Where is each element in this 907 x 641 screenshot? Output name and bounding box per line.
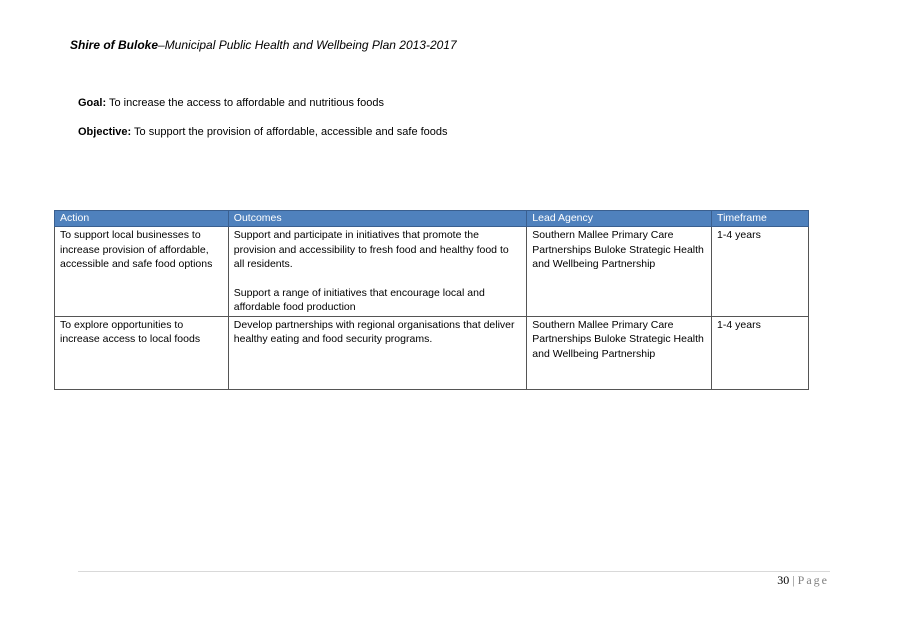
header-outcomes: Outcomes	[228, 211, 527, 227]
footer-divider	[78, 571, 830, 572]
cell-lead-agency: Southern Mallee Primary Care Partnerships Buloke Strategic Health and Wellbeing Partnership	[527, 316, 712, 389]
outcome-text: Support a range of initiatives that encourage local and affordable food production	[233, 286, 485, 313]
header-timeframe: Timeframe	[712, 211, 809, 227]
objective-label: Objective:	[78, 126, 132, 138]
cell-outcomes	[228, 227, 527, 317]
goal-label: Goal:	[78, 97, 107, 109]
cell-timeframe: 1-4 years	[712, 227, 809, 317]
table-row	[55, 316, 809, 389]
header-org: Shire of Buloke	[70, 38, 159, 52]
page-number-value: 30	[777, 573, 790, 587]
cell-action: To explore opportunities to increase access to local foods	[55, 316, 229, 389]
outcome-text: Support and participate in initiatives that promote the provision and accessibility to fresh food and healthy food to all residents.	[233, 229, 509, 270]
cell-lead-agency: Southern Mallee Primary Care Partnerships Buloke Strategic Health and Wellbeing Partnership	[527, 227, 712, 317]
objective-line	[78, 126, 448, 138]
page-header	[70, 38, 457, 52]
objective-text: To support the provision of affordable, accessible and safe foods	[131, 126, 448, 138]
cell-outcomes	[228, 316, 527, 389]
page-separator: |	[789, 573, 798, 587]
cell-timeframe: 1-4 years	[712, 316, 809, 389]
outcome-text: Develop partnerships with regional organisations that deliver healthy eating and food security programs.	[233, 318, 515, 345]
header-lead-agency: Lead Agency	[527, 211, 712, 227]
goal-line	[78, 97, 384, 109]
header-title: –Municipal Public Health and Wellbeing Plan 2013-2017	[158, 38, 457, 52]
goal-text: To increase the access to affordable and nutritious foods	[106, 97, 384, 109]
page-number	[777, 573, 829, 588]
header-action: Action	[55, 211, 229, 227]
cell-action: To support local businesses to increase provision of affordable, accessible and safe food options	[55, 227, 229, 317]
table-header-row	[55, 211, 809, 227]
table-row	[55, 227, 809, 317]
page-word: Page	[797, 573, 829, 587]
action-plan-table	[54, 210, 809, 390]
